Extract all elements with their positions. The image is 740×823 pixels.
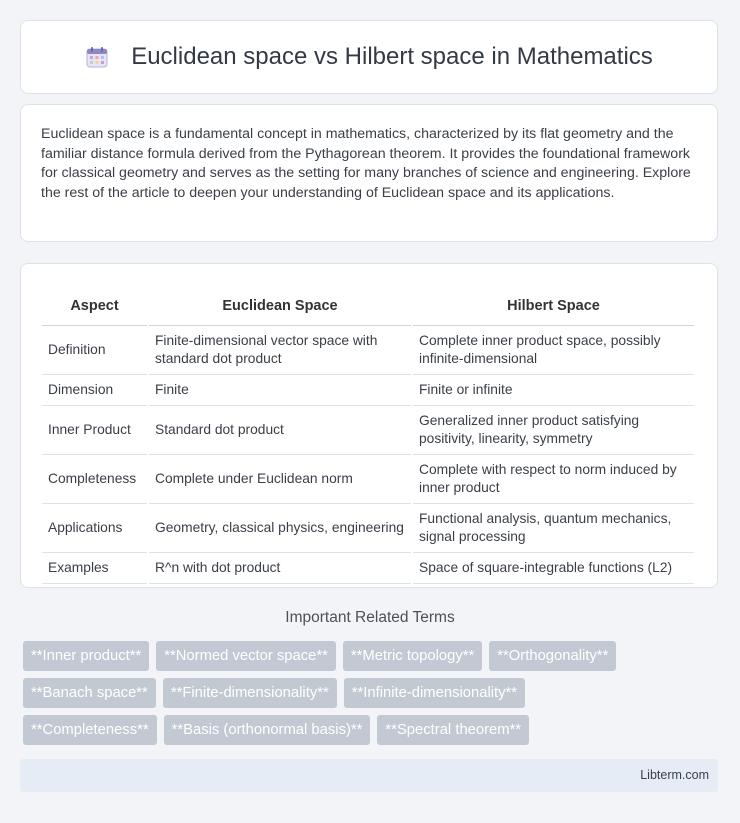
table-row <box>42 553 694 584</box>
cell-hilbert: Complete with respect to norm induced by inner product <box>413 455 694 504</box>
cell-euclidean: Complete under Euclidean norm <box>149 455 411 504</box>
header-hilbert: Hilbert Space <box>413 284 694 326</box>
cell-euclidean: Geometry, classical physics, engineering <box>149 504 411 553</box>
cell-aspect: Definition <box>42 326 147 375</box>
cell-euclidean: R^n with dot product <box>149 553 411 584</box>
table-header-row <box>42 284 694 326</box>
cell-aspect: Inner Product <box>42 406 147 455</box>
tag-normed-vector-space[interactable]: **Normed vector space** <box>156 641 336 671</box>
header-aspect: Aspect <box>42 284 147 326</box>
calendar-icon <box>85 45 109 69</box>
cell-hilbert: Generalized inner product satisfying positivity, linearity, symmetry <box>413 406 694 455</box>
tag-metric-topology[interactable]: **Metric topology** <box>343 641 482 671</box>
cell-hilbert: Space of square-integrable functions (L2) <box>413 553 694 584</box>
tag-spectral-theorem[interactable]: **Spectral theorem** <box>377 715 529 745</box>
footer-site-link[interactable]: Libterm.com <box>640 768 709 782</box>
cell-hilbert: Complete inner product space, possibly infinite-dimensional <box>413 326 694 375</box>
table-row <box>42 455 694 504</box>
tag-finite-dimensionality[interactable]: **Finite-dimensionality** <box>163 678 337 708</box>
cell-euclidean: Finite <box>149 375 411 406</box>
tag-row <box>23 715 703 745</box>
cell-aspect: Completeness <box>42 455 147 504</box>
intro-text: Euclidean space is a fundamental concept in mathematics, characterized by its flat geometry and the familiar distance formula derived from the Pythagorean theorem. It provides the foundational framework for classical geometry and serves as the setting for many branches of science and engineering. Explore the rest of the article to deepen your understanding of Euclidean space and its applications. <box>41 126 691 201</box>
title-wrap <box>85 43 653 71</box>
related-terms-list <box>23 641 703 752</box>
cell-euclidean: Finite-dimensional vector space with standard dot product <box>149 326 411 375</box>
cell-aspect: Dimension <box>42 375 147 406</box>
tag-banach-space[interactable]: **Banach space** <box>23 678 156 708</box>
page-title: Euclidean space vs Hilbert space in Mathematics <box>131 43 653 70</box>
header-euclidean: Euclidean Space <box>149 284 411 326</box>
tag-infinite-dimensionality[interactable]: **Infinite-dimensionality** <box>344 678 525 708</box>
table-row <box>42 406 694 455</box>
table-row <box>42 326 694 375</box>
cell-hilbert: Functional analysis, quantum mechanics, signal processing <box>413 504 694 553</box>
tag-row <box>23 641 703 671</box>
table-row <box>42 504 694 553</box>
footer <box>20 759 718 792</box>
table-row <box>42 375 694 406</box>
comparison-table <box>40 284 696 584</box>
tag-row <box>23 678 703 708</box>
cell-euclidean: Standard dot product <box>149 406 411 455</box>
header-card <box>20 20 718 94</box>
tag-completeness[interactable]: **Completeness** <box>23 715 157 745</box>
related-terms-title: Important Related Terms <box>285 609 455 626</box>
tag-orthogonality[interactable]: **Orthogonality** <box>489 641 616 671</box>
cell-hilbert: Finite or infinite <box>413 375 694 406</box>
cell-aspect: Applications <box>42 504 147 553</box>
intro-card <box>20 104 718 242</box>
tag-inner-product[interactable]: **Inner product** <box>23 641 149 671</box>
tag-basis[interactable]: **Basis (orthonormal basis)** <box>164 715 371 745</box>
comparison-table-card <box>20 263 718 588</box>
cell-aspect: Examples <box>42 553 147 584</box>
